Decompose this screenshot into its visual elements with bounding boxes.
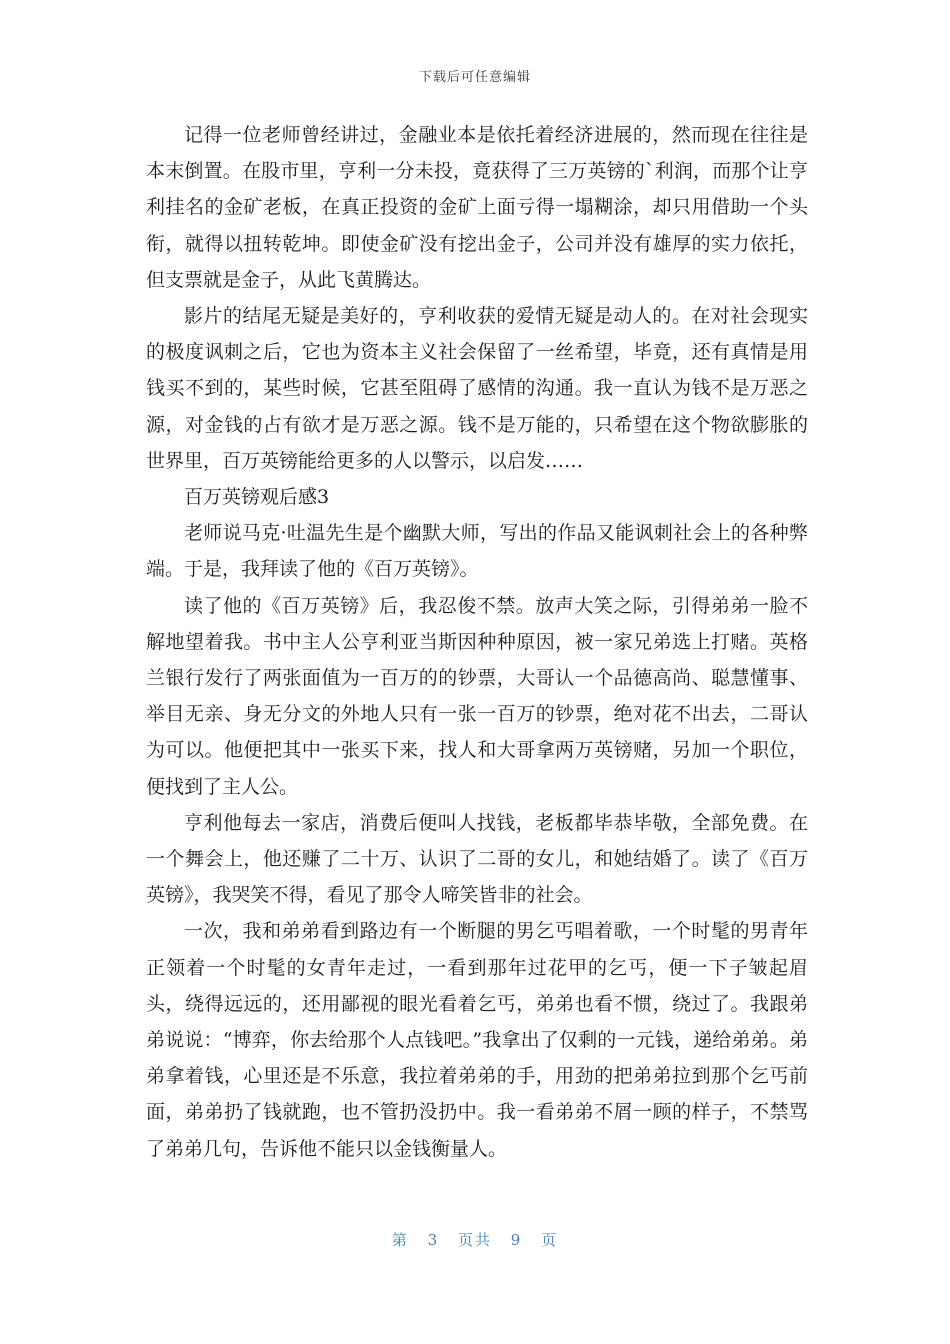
paragraph-1: 记得一位老师曾经讲过，金融业本是依托着经济进展的，然而现在往往是本末倒置。在股市里，亨利一分未投，竟获得了三万英镑的`利润，而那个让亨利挂名的金矿老板，在真正投资的金矿上面亏得一塌糊涂，却只用借助一个头衔，就得以扭转乾坤。即使金矿没有挖出金子，公司并没有雄厚的实力依托，但支票就是金子，从此飞黄腾达。: [146, 124, 808, 291]
paragraph-2: 影片的结尾无疑是美好的，亨利收获的爱情无疑是动人的。在对社会现实的极度讽刺之后，它也为资本主义社会保留了一丝希望，毕竟，还有真情是用钱买不到的，某些时候，它甚至阻碍了感情的沟通。我一直认为钱不是万恶之源，对金钱的占有欲才是万恶之源。钱不是万能的，只希望在这个物欲膨胀的世界里，百万英镑能给更多的人以警示，以启发……: [146, 305, 808, 472]
paragraph-5: 亨利他每去一家店，消费后便叫人找钱，老板都毕恭毕敬，全部免费。在一个舞会上，他还赚了二十万、认识了二哥的女儿，和她结婚了。读了《百万英镑》，我哭笑不得，看见了那令人啼笑皆非的社会。: [146, 811, 808, 907]
page-footer: 第 3 页共 9 页: [391, 1231, 559, 1249]
paragraph-3: 老师说马克·吐温先生是个幽默大师，写出的作品又能讽刺社会上的各种弊端。于是，我拜读了他的《百万英镑》。: [146, 522, 808, 581]
document-body: [146, 117, 808, 1167]
paragraph-4: 读了他的《百万英镑》后，我忍俊不禁。放声大笑之际，引得弟弟一脸不解地望着我。书中主人公亨利亚当斯因种种原因，被一家兄弟选上打赌。英格兰银行发行了两张面值为一百万的的钞票，大哥认一个品德高尚、聪慧懂事、举目无亲、身无分文的外地人只有一张一百万的钞票，绝对花不出去，二哥认为可以。他便把其中一张买下来，找人和大哥拿两万英镑赌，另加一个职位，便找到了主人公。: [146, 594, 808, 798]
section-heading: 百万英镑观后感3: [184, 486, 330, 509]
paragraph-6: 一次，我和弟弟看到路边有一个断腿的男乞丐唱着歌，一个时髦的男青年正领着一个时髦的女青年走过，一看到那年过花甲的乞丐，便一下子皱起眉头，绕得远远的，还用鄙视的眼光看着乞丐，弟弟也看不惯，绕过了。我跟弟弟说说：“博弈，你去给那个人点钱吧。”我拿出了仅剩的一元钱，递给弟弟。弟弟拿着钱，心里还是不乐意，我拉着弟弟的手，用劲的把弟弟拉到那个乞丐前面，弟弟扔了钱就跑，也不管扔没扔中。我一看弟弟不屑一顾的样子，不禁骂了弟弟几句，告诉他不能只以金钱衡量人。: [146, 920, 808, 1160]
page-header: 下载后可任意编辑: [418, 70, 531, 85]
